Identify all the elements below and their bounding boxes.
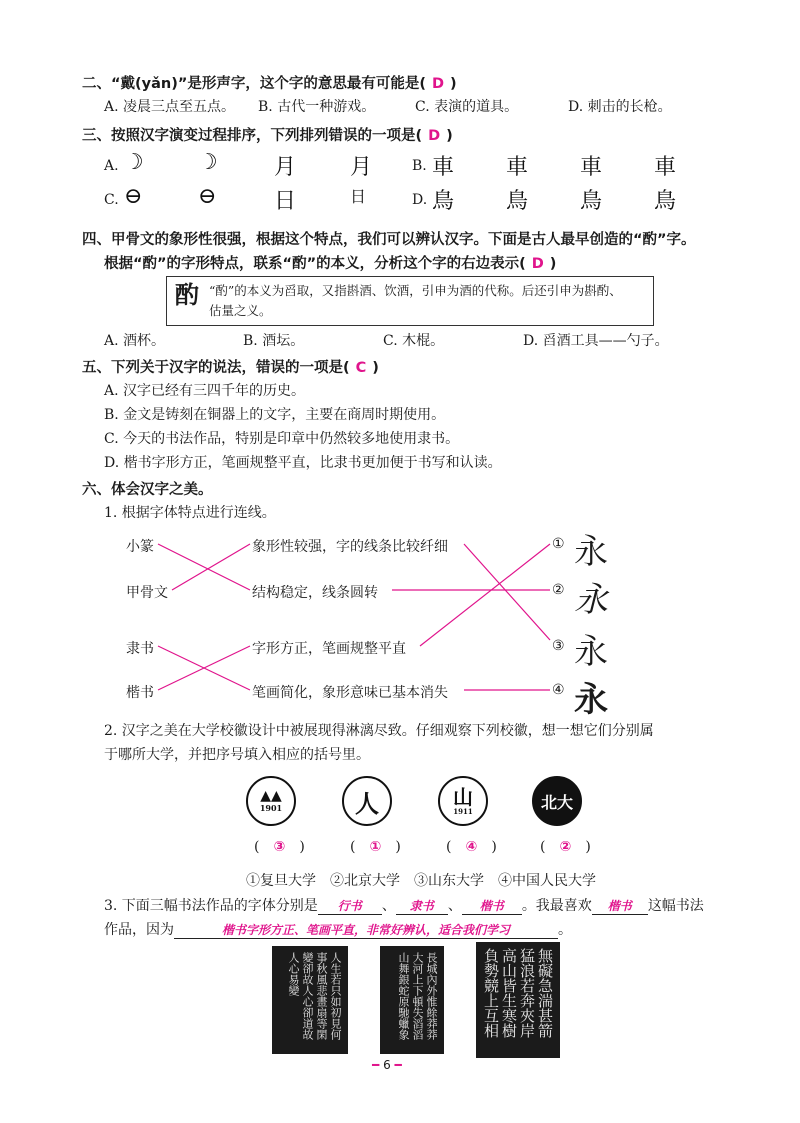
- badge-2: [342, 776, 392, 826]
- badge-1-answer-value: ③: [273, 839, 286, 855]
- feature-3: 字形方正，笔画规整平直: [252, 641, 406, 657]
- style-xiaozhuan: 小篆: [126, 539, 154, 555]
- q4-option-d: D. 舀酒工具——勺子。: [523, 333, 669, 349]
- badge-4-answer: ( ② ): [540, 839, 591, 855]
- q4-option-a: A. 酒杯。: [104, 333, 166, 349]
- q4-title-text: 根据“酌”的字形特点，联系“酌”的本义，分析这个字的右边表示(: [104, 256, 526, 272]
- q3-label-a: A.: [104, 158, 119, 174]
- q2-title-text: 二、“戴(yǎn)”是形声字，这个字的意思最有可能是(: [82, 76, 426, 92]
- q2-close: ): [450, 76, 457, 92]
- q2-answer: D: [432, 76, 445, 92]
- q2-option-a: A. 凌晨三点至五点。: [104, 99, 236, 115]
- q4-answer: D: [531, 256, 544, 272]
- feature-4: 笔画简化，象形意味已基本消失: [252, 685, 448, 701]
- badge-3: [438, 776, 488, 826]
- q3-a-glyph-1: ☽: [124, 150, 144, 175]
- q6-sub3-line2-end: 。: [558, 922, 572, 938]
- q6-sub1: 1. 根据字体特点进行连线。: [104, 505, 276, 521]
- q3-c-glyph-4: 日: [350, 187, 367, 206]
- badge-4: [532, 776, 582, 826]
- calligraphy-1: 人生若只如初見何事秋風悲畫扇等閑變卻故人心卻道故人心易變: [272, 946, 348, 1054]
- badge-2-mark: 人: [355, 788, 379, 818]
- q3-d-glyph-4: 鳥: [654, 189, 677, 214]
- feature-1: 象形性较强，字的线条比较纤细: [252, 539, 448, 555]
- badge-1-answer: ( ③ ): [254, 839, 305, 855]
- feature-2: 结构稳定，线条圆转: [252, 585, 378, 601]
- badge-2-emblem: [342, 776, 392, 826]
- q5-option-a: A. 汉字已经有三四千年的历史。: [104, 383, 306, 399]
- sample-glyph-3: 永: [574, 632, 608, 672]
- font-answer-3: 楷书: [462, 897, 522, 915]
- q3-label-b: B.: [412, 158, 427, 174]
- q6-sub3-line1: 3. 下面三幅书法作品的字体分别是 行书 、 隶书 、 楷书 。我最喜欢 楷书 这幅书法: [104, 898, 704, 914]
- page-bar-right: ━: [394, 1058, 402, 1072]
- q5-option-c: C. 今天的书法作品，特别是印章中仍然较多地使用隶书。: [104, 431, 460, 447]
- badge-3-answer: ( ④ ): [446, 839, 497, 855]
- badge-4-emblem: [532, 776, 582, 826]
- q4-box-line1: “酌”的本义为舀取，又指斟酒、饮酒，引申为酒的代称。后还引申为斟酌、: [209, 283, 622, 298]
- university-list: ①复旦大学 ②北京大学 ③山东大学 ④中国人民大学: [246, 873, 596, 889]
- page-number: [372, 1058, 402, 1072]
- style-kaishu: 楷书: [126, 685, 154, 701]
- q2-option-d: D. 刺击的长枪。: [568, 99, 672, 115]
- q2-option-b: B. 古代一种游戏。: [258, 99, 376, 115]
- style-lishu: 隶书: [126, 641, 154, 657]
- line-feature-1: [464, 544, 550, 640]
- badge-1: [246, 776, 296, 826]
- q3-label-c: C.: [104, 192, 119, 208]
- sample-num-4: ④: [552, 682, 565, 698]
- sample-num-1: ①: [552, 536, 565, 552]
- badge-4-answer-value: ②: [559, 839, 572, 855]
- q3-label-d: D.: [412, 192, 428, 208]
- page-number-value: 6: [383, 1058, 391, 1072]
- q3-d-glyph-2: 鳥: [506, 189, 529, 214]
- q5-option-d: D. 楷书字形方正，笔画规整平直，比隶书更加便于书写和认读。: [104, 455, 502, 471]
- q6-sub3-line2-prefix: 作品，因为: [104, 922, 174, 938]
- q4-oracle-glyph: 酌: [175, 280, 199, 309]
- q3-c-glyph-1: ⊖: [124, 184, 143, 209]
- font-answer-1: 行书: [318, 897, 382, 915]
- q3-d-glyph-3: 鳥: [580, 189, 603, 214]
- q4-option-c: C. 木棍。: [383, 333, 445, 349]
- q6-sub3-mid: 。我最喜欢: [521, 898, 592, 914]
- badge-3-mark: 山: [453, 785, 473, 809]
- q6-sub2-line1: 2. 汉字之美在大学校徽设计中被展现得淋漓尽致。仔细观察下列校徽，想一想它们分别属: [104, 723, 654, 739]
- q6-sub3-line2: [104, 919, 572, 939]
- sample-glyph-4: 永: [574, 680, 608, 720]
- q3-c-glyph-2: ⊖: [198, 184, 217, 209]
- sample-num-3: ③: [552, 638, 565, 654]
- q3-answer: D: [428, 128, 441, 144]
- badge-1-emblem: [246, 776, 296, 826]
- q3-b-glyph-1: 車: [432, 155, 455, 180]
- q3-a-glyph-4: 月: [350, 155, 373, 180]
- sample-num-2: ②: [552, 582, 565, 598]
- q3-d-glyph-1: 鳥: [432, 189, 455, 214]
- badge-3-emblem: [438, 776, 488, 826]
- badge-4-mark: 北大: [540, 792, 573, 812]
- q3-b-glyph-2: 車: [506, 155, 529, 180]
- q3-b-glyph-3: 車: [580, 155, 603, 180]
- q6-sub3-end: 这幅书法: [647, 898, 704, 914]
- q6-sub2-line2: 于哪所大学，并把序号填入相应的括号里。: [104, 747, 370, 763]
- reason-answer: 楷书字形方正、笔画平直，非常好辨认，适合我们学习: [174, 921, 558, 939]
- q2-option-c: C. 表演的道具。: [415, 99, 519, 115]
- badge-2-answer-value: ①: [369, 839, 382, 855]
- badge-2-answer: ( ① ): [350, 839, 401, 855]
- q4-option-b: B. 酒坛。: [243, 333, 305, 349]
- favorite-answer: 楷书: [592, 897, 648, 915]
- q5-option-b: B. 金文是铸刻在铜器上的文字，主要在商周时期使用。: [104, 407, 446, 423]
- line-feature-3: [420, 544, 550, 646]
- q5-close: ): [372, 360, 379, 376]
- style-jiaguwen: 甲骨文: [126, 585, 168, 601]
- calligraphy-3: 無礙急湍甚箭猛浪若奔夾岸高山皆生寒樹負勢競上互相: [476, 942, 560, 1058]
- page-bar-left: ━: [372, 1058, 380, 1072]
- badge-3-answer-value: ④: [465, 839, 478, 855]
- line-jiaguwen: [172, 544, 250, 590]
- q5-answer: C: [355, 360, 367, 376]
- q6-sub3-prefix: 3. 下面三幅书法作品的字体分别是: [104, 898, 318, 914]
- q4-close: ): [549, 256, 557, 272]
- q3-b-glyph-4: 車: [654, 155, 677, 180]
- q3-a-glyph-2: ☽: [198, 150, 218, 175]
- badge-1-mark: ▲▲: [260, 788, 282, 804]
- badge-3-year: 1911: [453, 807, 473, 816]
- q3-close: ): [446, 128, 453, 144]
- q3-c-glyph-3: 日: [274, 189, 297, 214]
- sample-glyph-1: 永: [574, 532, 608, 572]
- line-xiaozhuan: [158, 544, 250, 590]
- q3-a-glyph-3: 月: [274, 155, 297, 180]
- q6-title: 六、体会汉字之美。: [82, 482, 213, 498]
- calligraphy-2: 長城內外惟餘莽莽大河上下頓失滔滔山舞銀蛇原馳蠟象: [380, 946, 444, 1054]
- q4-box-line2: 估量之义。: [209, 303, 272, 318]
- q3-title-text: 三、按照汉字演变过程排序，下列排列错误的一项是(: [82, 128, 423, 144]
- font-answer-2: 隶书: [396, 897, 448, 915]
- q5-title-text: 五、下列关于汉字的说法，错误的一项是(: [82, 360, 350, 376]
- badge-1-year: 1901: [259, 803, 283, 813]
- q4-title-line1: 四、甲骨文的象形性很强，根据这个特点，我们可以辨认汉字。下面是古人最早创造的“酌”字。: [82, 232, 696, 248]
- sample-glyph-2: 永: [574, 580, 608, 620]
